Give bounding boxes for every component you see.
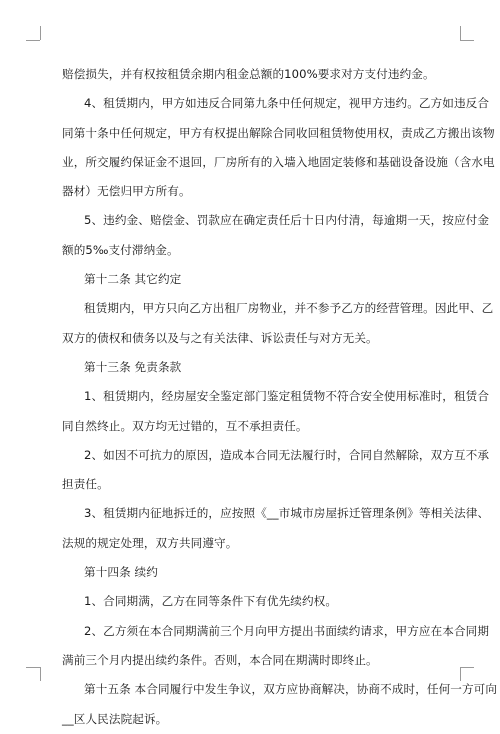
text-line: 3、租赁期内征地拆迁的，应按照《__市城市房屋拆迁管理条例》等相关法律、 <box>84 506 490 521</box>
document-body <box>62 60 498 734</box>
text-line: 第十五条 本合同履行中发生争议，双方应协商解决，协商不成时，任何一方可向 <box>84 682 498 697</box>
crop-mark-bottom-right-horizontal <box>460 667 474 668</box>
text-line: 业，所交履约保证金不退回，厂房所有的入墙入地固定装修和基础设备设施（含水电 <box>62 154 495 169</box>
crop-mark-bottom-left-horizontal <box>26 667 40 668</box>
text-line: 1、租赁期内，经房屋安全鉴定部门鉴定租赁物不符合安全使用标准时，租赁合 <box>84 389 490 404</box>
text-line: 同第十条中任何规定，甲方有权提出解除合同收回租赁物使用权，责成乙方搬出该物 <box>62 125 495 140</box>
crop-mark-top-right-horizontal <box>460 40 474 41</box>
text-line: 双方的债权和债务以及与之有关法律、诉讼责任与对方无关。 <box>62 330 378 345</box>
text-line: 担责任。 <box>62 477 109 492</box>
text-line: 2、乙方须在本合同期满前三个月向甲方提出书面续约请求，甲方应在本合同期 <box>84 623 490 638</box>
crop-mark-top-left-vertical <box>40 26 41 40</box>
text-line: 同自然终止。双方均无过错的，互不承担责任。 <box>62 418 308 433</box>
text-line: 租赁期内，甲方只向乙方出租厂房物业，并不参予乙方的经营管理。因此甲、乙 <box>84 301 494 316</box>
text-line: 4、租赁期内，甲方如违反合同第九条中任何规定，视甲方违约。乙方如违反合 <box>84 96 490 111</box>
crop-mark-top-right-vertical <box>460 26 461 40</box>
section-heading: 第十二条 其它约定 <box>84 272 182 287</box>
text-line: 1、合同期满，乙方在同等条件下有优先续约权。 <box>84 594 338 609</box>
crop-mark-bottom-left-vertical <box>40 667 41 681</box>
text-line: 2、如因不可抗力的原因，造成本合同无法履行时，合同自然解除，双方互不承 <box>84 447 490 462</box>
text-line: 额的5‰支付滞纳金。 <box>62 242 179 257</box>
text-line: __区人民法院起诉。 <box>62 711 168 726</box>
text-line: 赔偿损失，并有权按租赁余期内租金总额的100%要求对方支付违约金。 <box>62 67 435 81</box>
section-heading: 第十四条 续约 <box>84 565 158 580</box>
text-line: 5、违约金、赔偿金、罚款应在确定责任后十日内付清，每逾期一天，按应付金 <box>84 213 490 228</box>
text-line: 法规的规定处理，双方共同遵守。 <box>62 535 238 550</box>
crop-mark-top-left-horizontal <box>26 40 40 41</box>
text-line: 器材）无偿归甲方所有。 <box>62 184 191 199</box>
section-heading: 第十三条 免责条款 <box>84 359 182 374</box>
text-line: 满前三个月内提出续约条件。否则，本合同在期满时即终止。 <box>62 652 378 667</box>
